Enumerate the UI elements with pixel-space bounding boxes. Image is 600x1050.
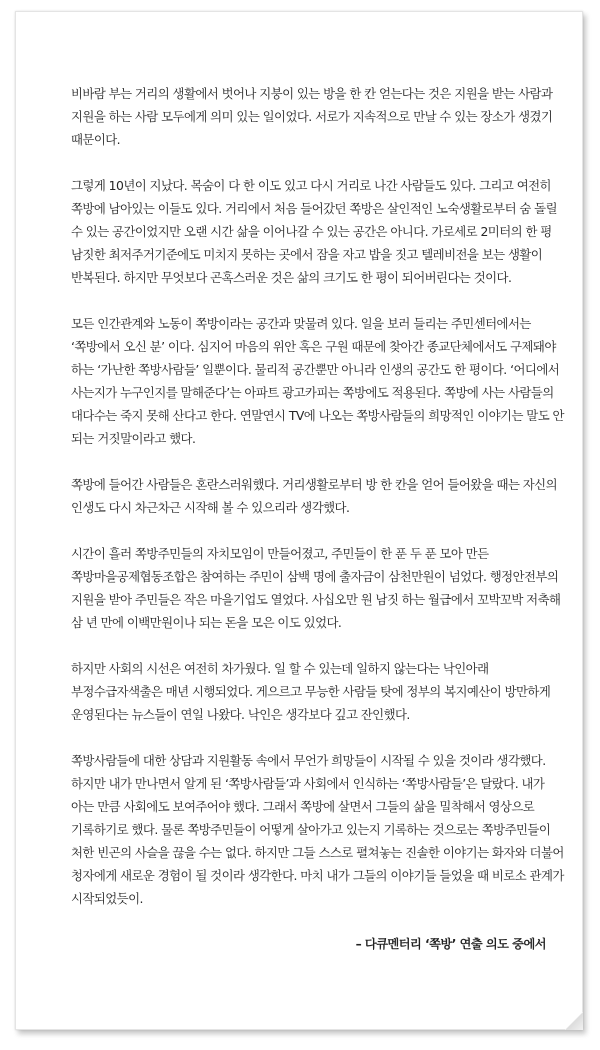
paragraph-3: 모든 인간관계와 노동이 쪽방이라는 공간과 맞물려 있다. 일을 보러 들리는 주민센터에서는 ‘쪽방에서 오신 분’ 이다. 심지어 마음의 위안 혹은 구원 때문에 찾아간 종교단체에서도 구제돼야 하는 ‘가난한 쪽방사람들’ 일뿐이다. 물리적 공간뿐만 아니라 인생의 공간도 한 평이다. ‘어디에서 사는지가 누구인지를 말해준다’는 아파트 광고카피는 쪽방에도 적용된다. 쪽방에 사는 사람들의 대다수는 죽지 못해 산다고 한다. 연말연시 TV에 나오는 쪽방사람들의 희망적인 이야기는 말도 안 되는 거짓말이라고 했다. (71, 316, 564, 446)
paragraph-6: 하지만 사회의 시선은 여전히 차가웠다. 일 할 수 있는데 일하지 않는다는 낙인아래 부정수급자색출은 매년 시행되었다. 게으르고 무능한 사람들 탓에 정부의 복지예산이 방만하게 운영된다는 뉴스들이 연일 나왔다. 낙인은 생각보다 깊고 잔인했다. (71, 661, 551, 722)
paragraph-2: 그렇게 10년이 지났다. 목숨이 다 한 이도 있고 다시 거리로 나간 사람들도 있다. 그리고 여전히 쪽방에 남아있는 이들도 있다. 거리에서 처음 들어갔던 쪽방은 살인적인 노숙생활로부터 숨 돌릴 수 있는 공간이었지만 오랜 시간 삶을 이어나갈 수 있는 공간은 아니다. 가로세로 2미터의 한 평 남짓한 최저주거기준에도 미치지 못하는 곳에서 잠을 자고 밥을 짓고 텔레비전을 보는 생활이 반복된다. 하지만 무엇보다 곤혹스러운 것은 삶의 크기도 한 평이 되어버린다는 것이다. (71, 178, 558, 285)
paragraph-4: 쪽방에 들어간 사람들은 혼란스러워했다. 거리생활로부터 방 한 칸을 얻어 들어왔을 때는 자신의 인생도 다시 차근차근 시작해 볼 수 있으리라 생각했다. (71, 477, 558, 515)
source-attribution: – 다큐멘터리 ‘쪽방’ 연출 의도 중에서 (355, 937, 546, 951)
document-page (15, 11, 583, 1030)
paragraph-1: 비바람 부는 거리의 생활에서 벗어나 지붕이 있는 방을 한 칸 얻는다는 것은 지원을 받는 사람과 지원을 하는 사람 모두에게 의미 있는 일이었다. 서로가 지속적으로 만날 수 있는 장소가 생겼기 때문이다. (71, 86, 553, 147)
paragraph-7: 쪽방사람들에 대한 상담과 지원활동 속에서 무언가 희망들이 시작될 수 있을 것이라 생각했다. 하지만 내가 만나면서 알게 된 ‘쪽방사람들’과 사회에서 인식하는 ‘쪽방사람들’은 달랐다. 내가 아는 만큼 사회에도 보여주어야 했다. 그래서 쪽방에 살면서 그들의 삶을 밀착해서 영상으로 기록하기로 했다. 물론 쪽방주민들이 어떻게 살아가고 있는지 기록하는 것으로는 쪽방주민들이 처한 빈곤의 사슬을 끊을 수는 없다. 하지만 그들 스스로 펼쳐놓는 진솔한 이야기는 화자와 더불어 청자에게 새로운 경험이 될 것이라 생각한다. 마치 내가 그들의 이야기들 들었을 때 비로소 관계가 시작되었듯이. (71, 753, 564, 906)
document-body (71, 82, 566, 956)
paragraph-5: 시간이 흘러 쪽방주민들의 자치모임이 만들어졌고, 주민들이 한 푼 두 푼 모아 만든 쪽방마을공제협동조합은 참여하는 주민이 삼백 명에 출자금이 삼천만원이 넘었다. 행정안전부의 지원을 받아 주민들은 작은 마을기업도 열었다. 사십오만 원 남짓 하는 월급에서 꼬박꼬박 저축해 삼 년 만에 이백만원이나 되는 돈을 모은 이도 있었다. (71, 546, 561, 630)
